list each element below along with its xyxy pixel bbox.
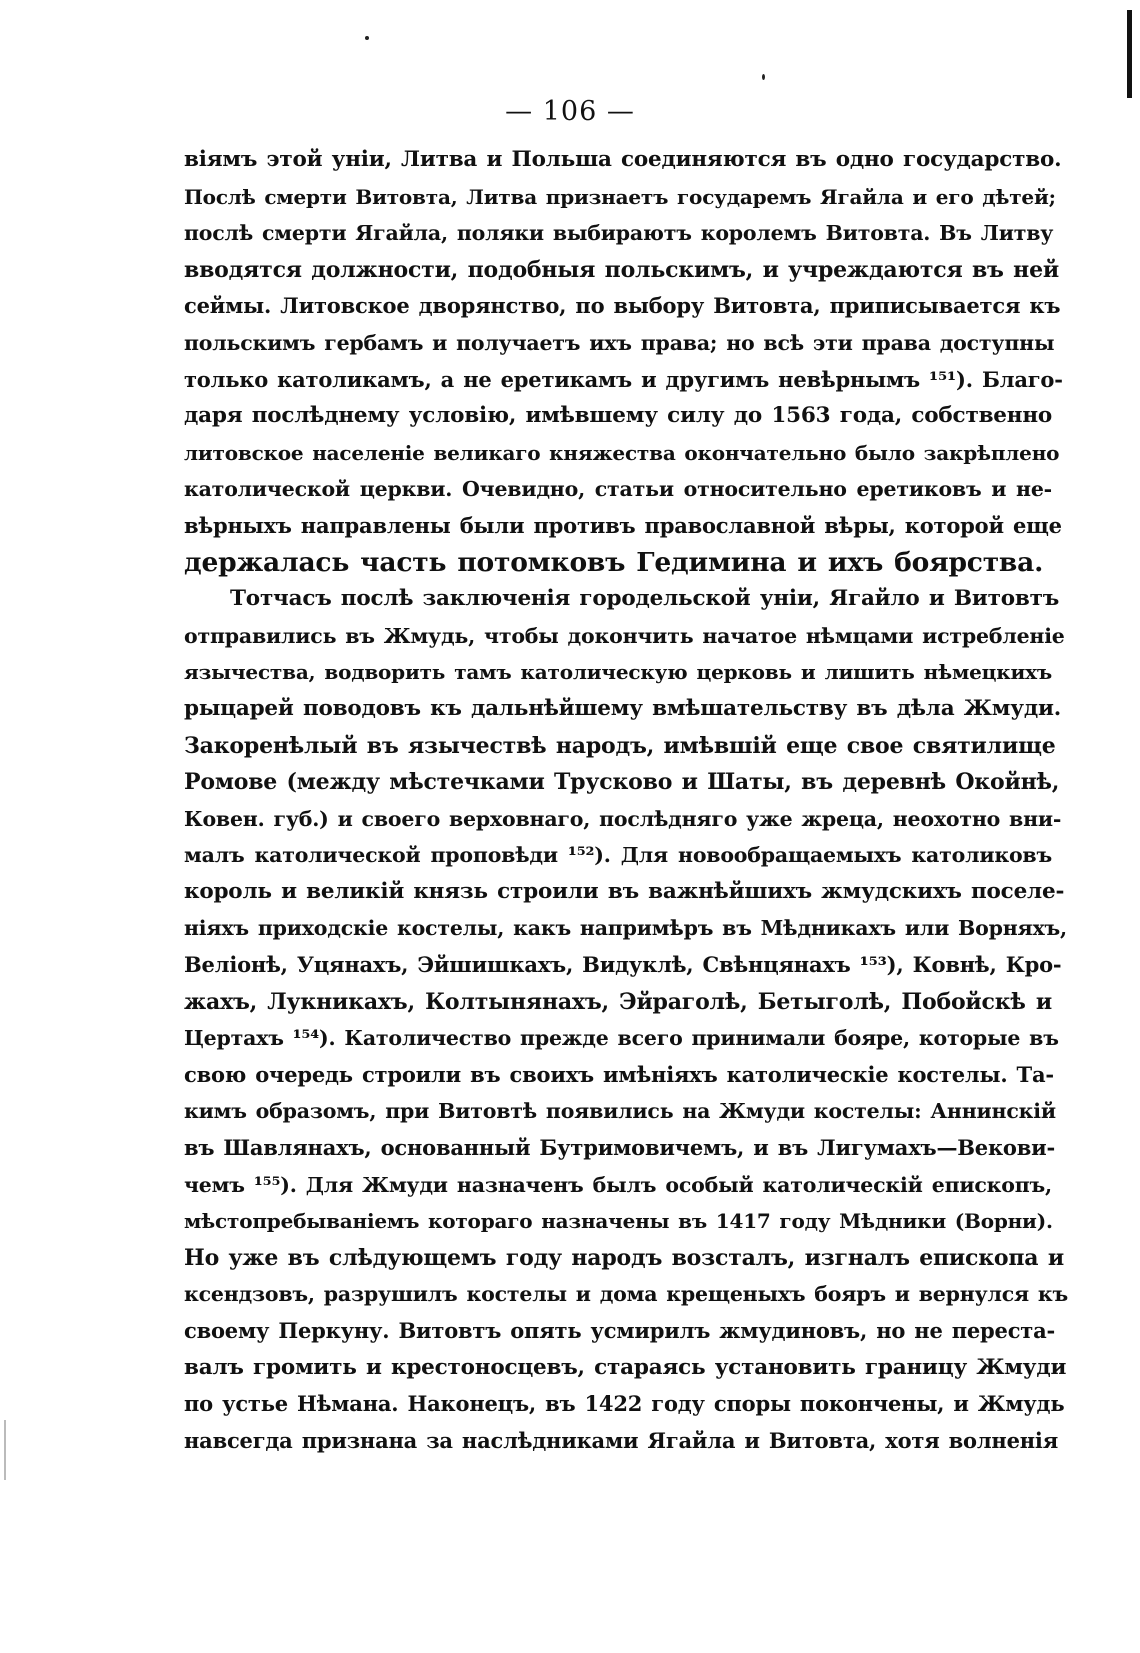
text-line: язычества, водворить тамъ католическую церковь и лишить нѣмецкихъ [184,660,1052,685]
text-line: Послѣ смерти Витовта, Литва признаетъ государемъ Ягайла и его дѣтей; [184,184,1056,209]
text-line: сеймы. Литовское дворянство, по выбору Витовта, приписывается къ [184,293,1061,319]
text-line: жахъ, Лукникахъ, Колтынянахъ, Эйраголѣ, Бетыголѣ, Побойскѣ и [184,988,1052,1015]
text-line: віямъ этой уніи, Литва и Польша соединяются въ одно государство. [184,147,1062,172]
text-line: польскимъ гербамъ и получаетъ ихъ права; но всѣ эти права доступны [184,330,1055,355]
text-line: король и великій князь строили въ важнѣйшихъ жмудскихъ поселе- [184,878,1065,904]
text-line: по устье Нѣмана. Наконецъ, въ 1422 году споры покончены, и Жмудь [184,1391,1065,1417]
text-line: кимъ образомъ, при Витовтѣ появились на Жмуди костелы: Аннинскій [184,1099,1056,1124]
scan-speck [365,36,369,40]
text-line: ніяхъ приходскіе костелы, какъ напримѣръ въ Мѣдникахъ или Ворняхъ, [184,916,1067,941]
text-line: вводятся должности, подобныя польскимъ, и учреждаются въ ней [184,256,1059,283]
text-line: Ковен. губ.) и своего верховнаго, послѣдняго уже жреца, неохотно вни- [184,806,1062,831]
margin-scan-mark-left [4,1420,6,1480]
text-line: только католикамъ, а не еретикамъ и другимъ невѣрнымъ ¹⁵¹). Благо- [184,366,1063,392]
text-line: Но уже въ слѣдующемъ году народъ возсталъ, изгналъ епископа и [184,1244,1064,1271]
text-line: мѣстопребываніемъ котораго назначены въ 1417 году Мѣдники (Ворни). [184,1209,1053,1234]
text-line: навсегда признана за наслѣдниками Ягайла и Витовта, хотя волненія [184,1427,1059,1453]
text-line: литовское населеніе великаго княжества окончательно было закрѣплено [184,440,1060,465]
text-line: своему Перкуну. Витовтъ опять усмирилъ жмудиновъ, но не переста- [184,1318,1056,1343]
text-line: Веліонѣ, Уцянахъ, Эйшишкахъ, Видуклѣ, Свѣнцянахъ ¹⁵³), Ковнѣ, Кро- [184,952,1062,978]
body-text [184,142,1069,1459]
text-line: чемъ ¹⁵⁵). Для Жмуди назначенъ былъ особый католическій епископъ, [184,1172,1052,1197]
text-line: въ Шавлянахъ, основанный Бутримовичемъ, и въ Лигумахъ—Векови- [184,1135,1056,1161]
text-line: малъ католической проповѣди ¹⁵²). Для новообращаемыхъ католиковъ [184,843,1052,868]
text-line: валъ громить и крестоносцевъ, стараясь установить границу Жмуди [184,1354,1067,1380]
text-line: католической церкви. Очевидно, статьи относительно еретиковъ и не- [184,477,1052,502]
text-line: Ромове (между мѣстечками Трусково и Шаты, въ деревнѣ Окойнѣ, [184,769,1060,796]
text-line: даря послѣднему условію, имѣвшему силу до 1563 года, собственно [184,403,1052,429]
page-number: — 106 — [505,96,635,127]
text-line: Цертахъ ¹⁵⁴). Католичество прежде всего принимали бояре, которые въ [184,1026,1059,1051]
text-line: рыцарей поводовъ къ дальнѣйшему вмѣшательству въ дѣла Жмуди. [184,695,1061,721]
text-line: отправились въ Жмудь, чтобы докончить начатое нѣмцами истребленіе [184,623,1065,648]
scan-speck [762,74,765,80]
text-line: послѣ смерти Ягайла, поляки выбираютъ королемъ Витовта. Въ Литву [184,221,1054,246]
text-line: ксендзовъ, разрушилъ костелы и дома крещеныхъ бояръ и вернулся къ [184,1282,1069,1307]
text-line: свою очередь строили въ своихъ имѣніяхъ католическіе костелы. Та- [184,1061,1054,1087]
text-line: держалась часть потомковъ Гедимина и ихъ боярства. [184,546,1044,578]
text-line: Закоренѣлый въ язычествѣ народъ, имѣвшій еще свое святилище [184,732,1056,759]
paragraph-first-line: Тотчасъ послѣ заключенія городельской уніи, Ягайло и Витовтъ [230,586,1059,612]
margin-scan-mark [1127,10,1132,98]
text-line: вѣрныхъ направлены были противъ православной вѣры, которой еще [184,512,1062,538]
